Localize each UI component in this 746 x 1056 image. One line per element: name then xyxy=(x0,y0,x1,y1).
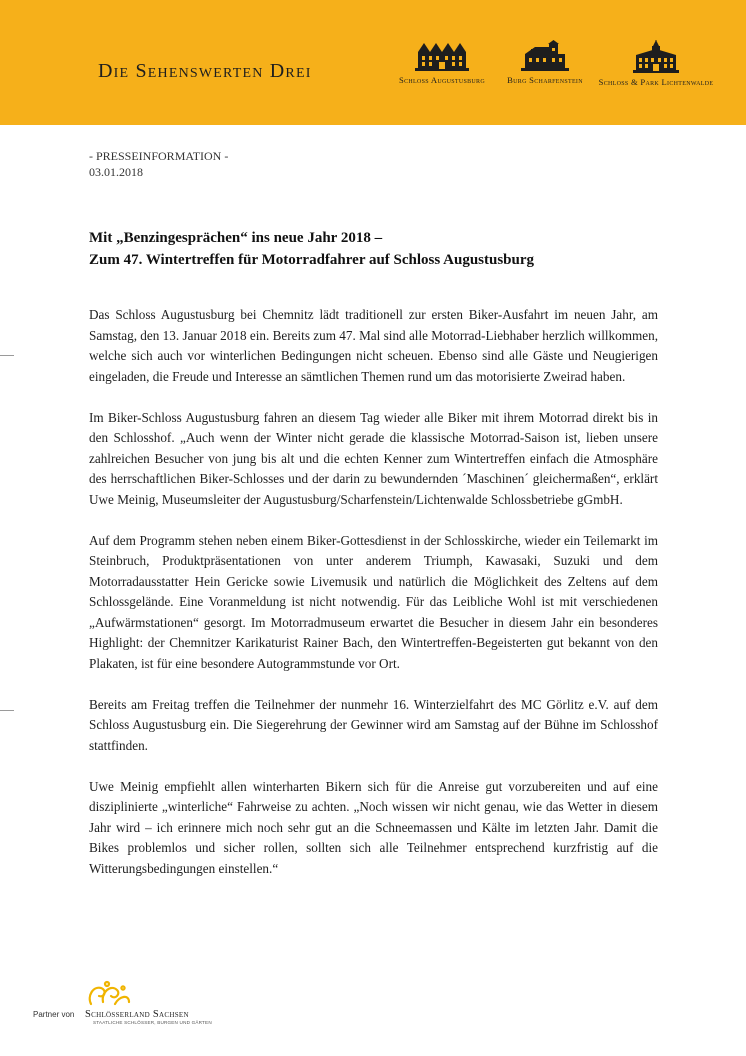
castle-label-augustusburg: Schloss Augustusburg xyxy=(398,75,485,85)
partner-label: Partner von xyxy=(33,1010,75,1019)
document-meta xyxy=(89,148,228,180)
castle-label-scharfenstein: Burg Scharfenstein xyxy=(507,75,583,85)
logo-subtitle: STAATLICHE SCHLÖSSER, BURGEN UND GÄRTEN xyxy=(93,1020,212,1025)
headline-line-2: Zum 47. Wintertreffen für Motorradfahrer auf Schloss Augustusburg xyxy=(89,252,535,268)
castle-augustusburg-icon xyxy=(415,40,469,72)
document-date: 03.01.2018 xyxy=(89,165,143,179)
logo-name: Schlösserland Sachsen xyxy=(85,1009,189,1020)
castle-logo-augustusburg xyxy=(393,40,491,85)
document-type: - PRESSEINFORMATION - xyxy=(89,149,229,163)
paragraph: Auf dem Programm stehen neben einem Biker-Gottesdienst in der Schlosskirche, wieder ein Teilemarkt im Steinbruch, Produktpräsentationen von unter anderem Triumph, Kawasaki, Suzuki und dem Motorradausstatter Hein Gericke sowie Livemusik und natürlich die Möglichkeit des Zeltens auf dem Schlossgelände. Eine Voranmeldung ist nicht notwendig. Für das Leibliche Wohl ist mit verschiedenen „Aufwärmstationen“ gesorgt. Im Motorradmuseum erwartet die Besucher in diesem Jahr ein besonderes Highlight: der Chemnitzer Karikaturist Rainer Bach, den Wintertreffen-Begeisterten gut bekannt von den Plakaten, ist für eine besondere Autogrammstunde vor Ort. xyxy=(89,532,658,671)
page-header xyxy=(0,0,746,125)
castle-logo-lichtenwalde xyxy=(597,40,715,87)
castle-label-lichtenwalde: Schloss & Park Lichtenwalde xyxy=(598,77,714,87)
brand-title: Die Sehenswerten Drei xyxy=(98,60,312,82)
paragraph: Im Biker-Schloss Augustusburg fahren an diesem Tag wieder alle Biker mit ihrem Motorrad direkt bis in den Schlosshof. „Auch wenn der Winter nicht gerade die klassische Motorrad-Saison ist, lieben unsere zahlreichen Besucher von jung bis alt und die echten Kenner zum Wintertreffen einfach die Atmosphäre des herrschaftlichen Biker-Schlosses und der darin zu bewundernden ´Maschinen´ gleichermaßen“, erklärt Uwe Meinig, Museumsleiter der Augustusburg/Scharfenstein/Lichtenwalde Schlossbetriebe gGmbH. xyxy=(89,409,658,507)
fold-mark xyxy=(0,710,14,711)
headline xyxy=(89,227,659,271)
schloesserland-ornament-icon xyxy=(85,980,133,1008)
paragraph: Das Schloss Augustusburg bei Chemnitz lädt traditionell zur ersten Biker-Ausfahrt im neuen Jahr, am Samstag, den 13. Januar 2018 ein. Bereits zum 47. Mal sind alle Motorrad-Liebhaber herzlich willkommen, welche sich auch vor winterlichen Bedingungen nicht scheuen. Ebenso sind alle Gäste und Neugierigen eingeladen, die Freude und Interesse an sämtlichen Themen rund um das motorisierte Zweirad haben. xyxy=(89,307,658,384)
paragraph: Bereits am Freitag treffen die Teilnehmer der nunmehr 16. Winterzielfahrt des MC Görlitz e.V. auf dem Schloss Augustusburg ein. Die Siegerehrung der Gewinner wird am Samstag auf der Bühne im Schlosshof stattfinden. xyxy=(89,696,658,753)
schloesserland-logo xyxy=(85,980,212,1025)
article-body xyxy=(89,305,658,900)
paragraph: Uwe Meinig empfiehlt allen winterharten Bikern sich für die Anreise gut vorzubereiten und auf eine disziplinierte „winterliche“ Fahrweise zu achten. „Noch wissen wir nicht genau, wie das Wetter in diesem Jahr wird – ich erinnere mich noch sehr gut an die Schneemassen und Kälte im letzten Jahr. Damit die Bikes problemlos und sicher rollen, sollten sich alle Teilnehmer entsprechend kurzfristig auf die Witterungsbedingungen einstellen.“ xyxy=(89,778,658,876)
castle-lichtenwalde-icon xyxy=(633,40,679,74)
castle-scharfenstein-icon xyxy=(521,40,569,72)
castle-logo-scharfenstein xyxy=(497,40,593,85)
headline-line-1: Mit „Benzingesprächen“ ins neue Jahr 2018 – xyxy=(89,230,383,246)
fold-mark xyxy=(0,355,14,356)
